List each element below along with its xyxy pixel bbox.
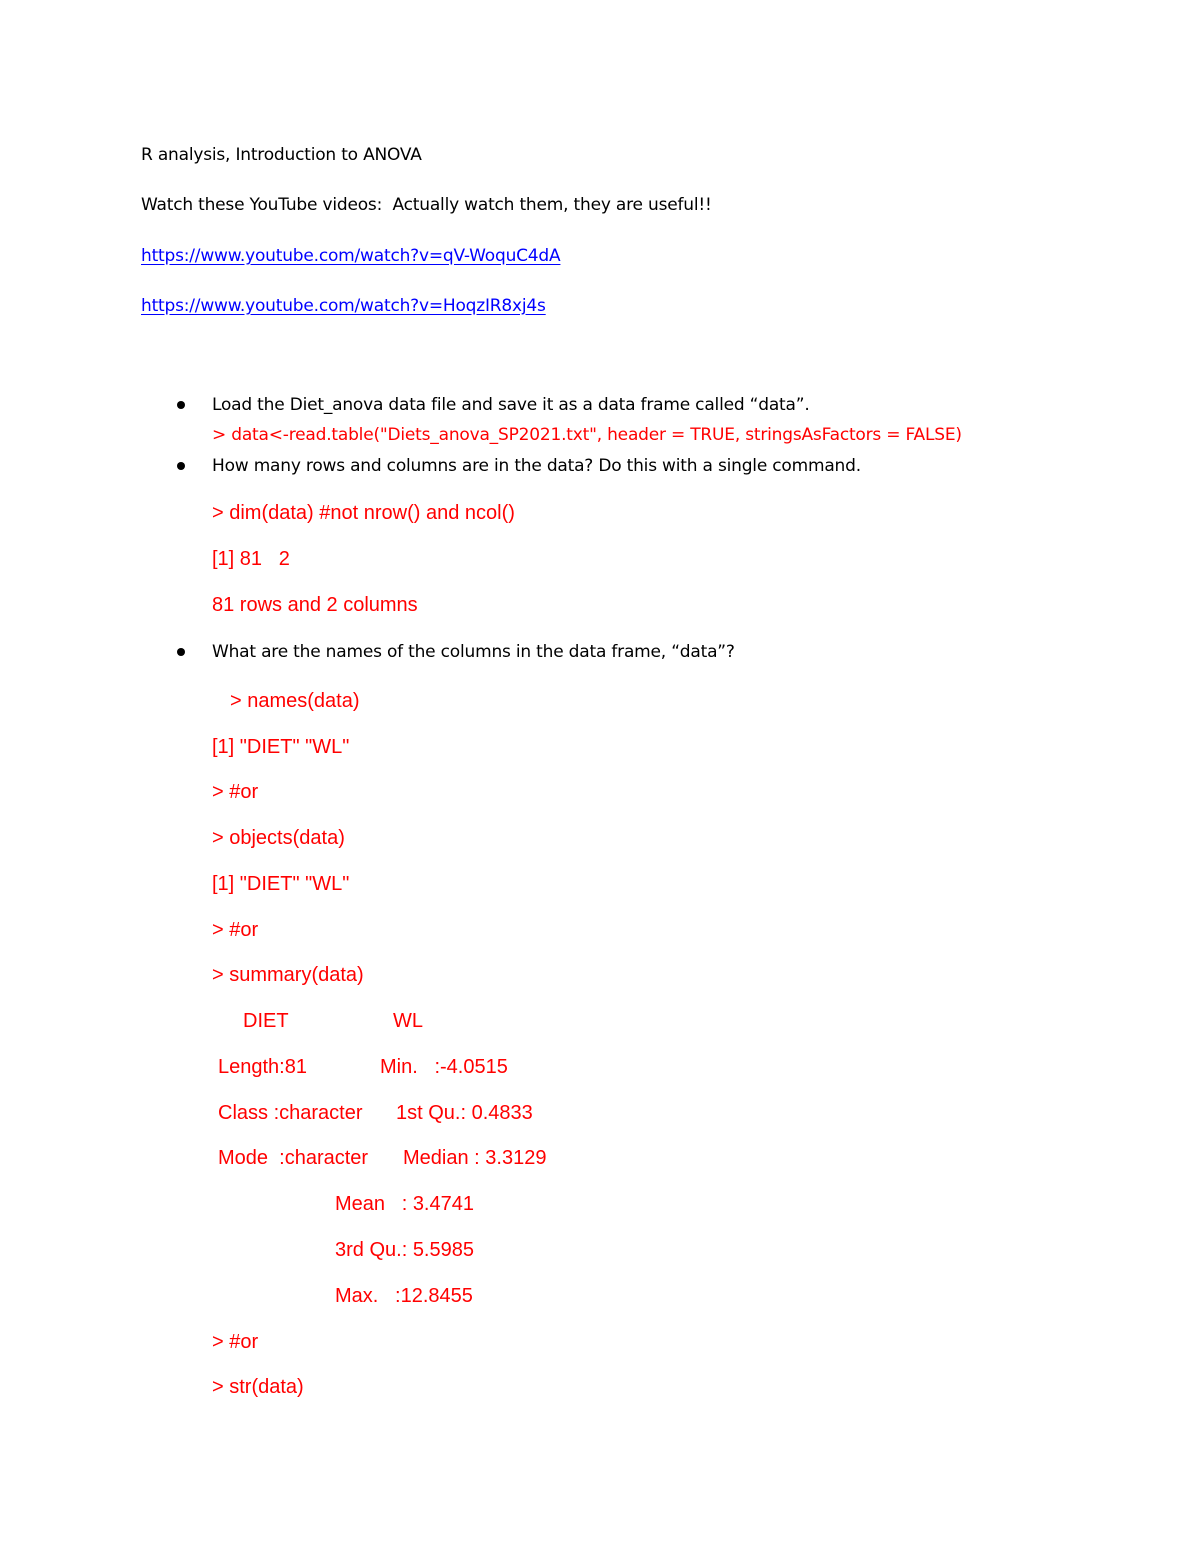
str-command: > str(data): [212, 1376, 304, 1398]
summary-max: Max. :12.8455: [335, 1285, 473, 1307]
question-rows-columns: How many rows and columns are in the data? Do this with a single command.: [212, 456, 861, 476]
summary-header-wl: WL: [393, 1010, 423, 1032]
answer-dim-command: > dim(data) #not nrow() and ncol(): [212, 502, 515, 524]
bullet-icon: [177, 462, 185, 470]
answer-dim-explanation: 81 rows and 2 columns: [212, 594, 418, 616]
summary-row-left: Class :character: [218, 1102, 363, 1124]
answer-read-table: > data<-read.table("Diets_anova_SP2021.txt", header = TRUE, stringsAsFactors = FALSE): [212, 425, 962, 445]
names-output: [1] "DIET" "WL": [212, 736, 350, 758]
answer-dim-output: [1] 81 2: [212, 548, 290, 570]
summary-row-right: 1st Qu.: 0.4833: [396, 1102, 533, 1124]
or-comment-2: > #or: [212, 919, 259, 941]
summary-row-left: Mode :character: [218, 1147, 369, 1169]
document-title: R analysis, Introduction to ANOVA: [141, 145, 422, 165]
objects-command: > objects(data): [212, 827, 345, 849]
summary-row-right: Median : 3.3129: [403, 1147, 547, 1169]
or-comment-3: > #or: [212, 1331, 259, 1353]
summary-mean: Mean : 3.4741: [335, 1193, 474, 1215]
summary-3rd-quartile: 3rd Qu.: 5.5985: [335, 1239, 474, 1261]
summary-row-right: Min. :-4.0515: [380, 1056, 508, 1078]
question-load-data: Load the Diet_anova data file and save it as a data frame called “data”.: [212, 395, 810, 415]
summary-row-left: Length:81: [218, 1056, 307, 1078]
youtube-link-1[interactable]: https://www.youtube.com/watch?v=qV-WoquC4dA: [141, 246, 561, 266]
intro-text: Watch these YouTube videos: Actually watch them, they are useful!!: [141, 195, 712, 215]
summary-command: > summary(data): [212, 964, 364, 986]
bullet-icon: [177, 648, 185, 656]
or-comment-1: > #or: [212, 781, 259, 803]
names-command: > names(data): [230, 690, 360, 712]
youtube-link-2[interactable]: https://www.youtube.com/watch?v=HoqzIR8xj4s: [141, 296, 546, 316]
bullet-icon: [177, 401, 185, 409]
question-column-names: What are the names of the columns in the data frame, “data”?: [212, 642, 735, 662]
objects-output: [1] "DIET" "WL": [212, 873, 350, 895]
summary-header-diet: DIET: [243, 1010, 289, 1032]
